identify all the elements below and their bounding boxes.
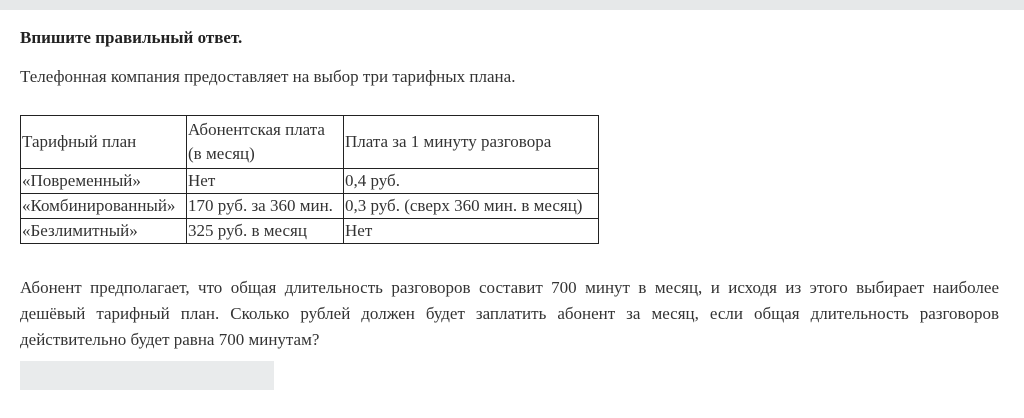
table-header-cell: Тарифный план — [21, 116, 187, 169]
tariff-table — [20, 115, 599, 244]
table-cell: 325 руб. в месяц — [187, 219, 344, 244]
table-row — [21, 219, 599, 244]
top-bar — [0, 0, 1024, 10]
task-intro: Телефонная компания предоставляет на выбор три тарифных плана. — [20, 67, 516, 86]
table-row — [21, 169, 599, 194]
answer-input[interactable] — [20, 361, 274, 390]
table-cell: 0,4 руб. — [344, 169, 599, 194]
table-cell: Нет — [187, 169, 344, 194]
table-cell: 170 руб. за 360 мин. — [187, 194, 344, 219]
table-cell: 0,3 руб. (сверх 360 мин. в месяц) — [344, 194, 599, 219]
table-cell: «Повременный» — [21, 169, 187, 194]
table-header-row — [21, 116, 599, 169]
table-cell: Нет — [344, 219, 599, 244]
table-cell: «Безлимитный» — [21, 219, 187, 244]
task-question: Абонент предполагает, что общая длительность разговоров составит 700 минут в месяц, и исходя из этого выбирает наиболее дешёвый тарифный план. Сколько рублей должен будет заплатить абонент за месяц, если общая длительность разговоров действительно будет равна 700 минутам? — [20, 278, 999, 349]
table-row — [21, 194, 599, 219]
table-header-cell: Абонентская плата (в месяц) — [187, 116, 344, 169]
task-instruction: Впишите правильный ответ. — [20, 28, 243, 47]
table-header-cell: Плата за 1 минуту разговора — [344, 116, 599, 169]
table-cell: «Комбинированный» — [21, 194, 187, 219]
